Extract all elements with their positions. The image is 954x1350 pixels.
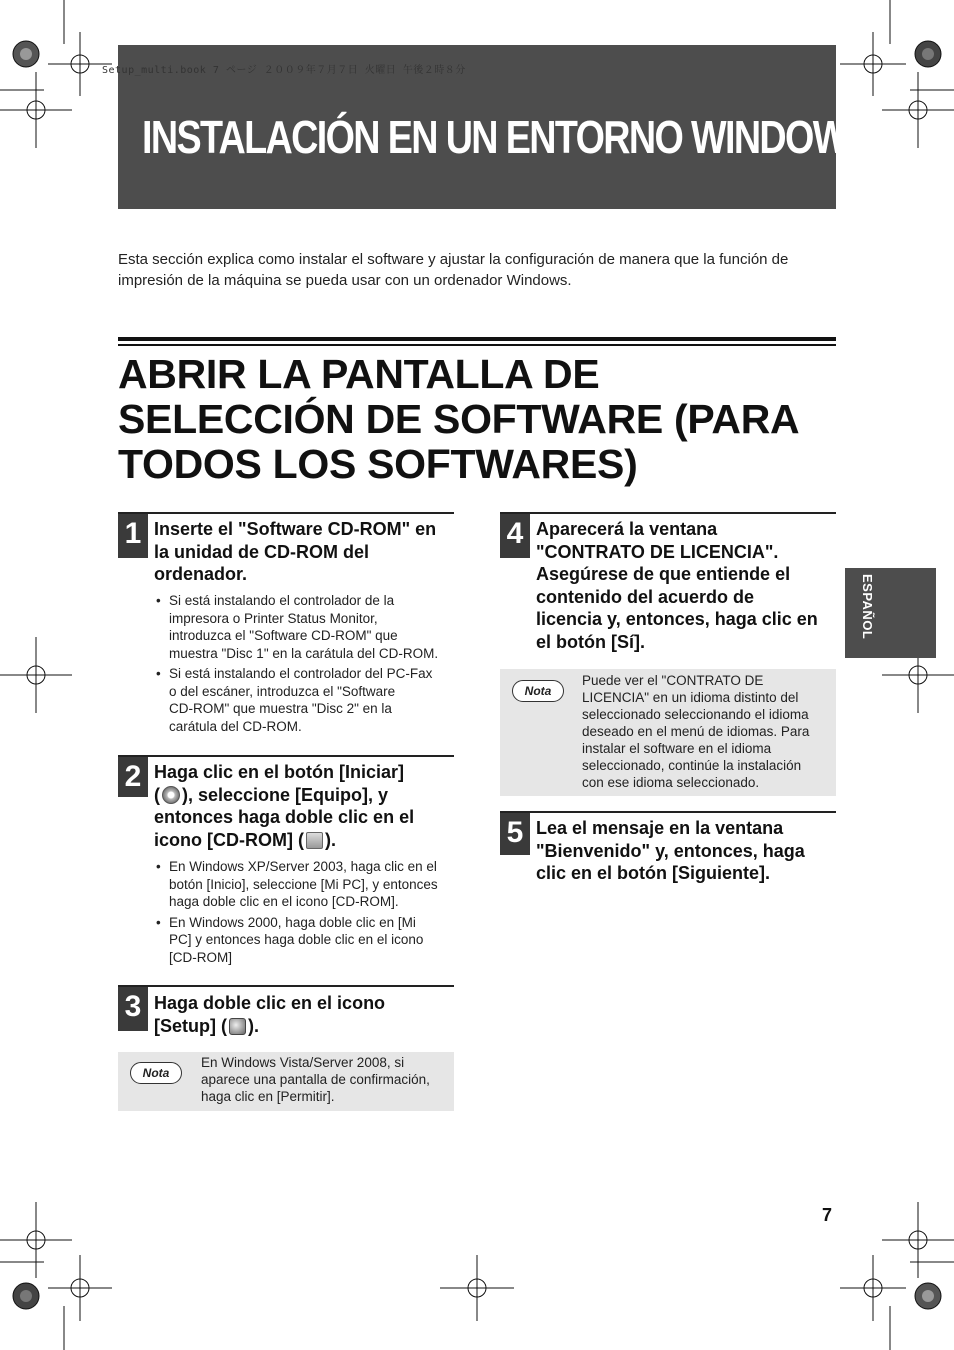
cdrom-drive-icon [306,832,323,849]
step-number: 5 [500,813,530,855]
color-target-icon [915,41,941,67]
section-rule-thin [118,344,836,346]
list-item: • En Windows 2000, haga doble clic en [Mi PC] y entonces haga doble clic en el icono [CD-ROM] [156,914,466,967]
registration-mark-icon [48,1255,112,1321]
note-box [118,1052,454,1111]
note-text: Puede ver el "CONTRATO DE LICENCIA" en un idioma distinto del seleccionado seleccionando el idioma deseado en el menú de idiomas. Para instalar el software en el idioma seleccionado, continúe la instalación con ese idioma seleccionado. [582,673,810,790]
note-text: En Windows Vista/Server 2008, si aparece una pantalla de confirmación, haga clic en [Permitir]. [201,1055,430,1104]
registration-mark-icon [440,1255,514,1321]
step-number: 4 [500,514,530,558]
list-item: • Si está instalando el controlador de la impresora o Printer Status Monitor, introduzca el "Software CD-ROM" que muestra "Disc 1" en la carátula del CD-ROM. [156,592,466,662]
step-instruction: Lea el mensaje en la ventana "Bienvenido" y, entonces, haga clic en el botón [Siguiente]. [536,818,805,883]
chapter-title: INSTALACIÓN EN UN ENTORNO WINDOWS [142,111,871,163]
step-number: 1 [118,514,148,558]
file-info-header: Setup_multi.book 7 ページ ２００９年７月７日 火曜日 午後２時８分 [102,65,466,76]
registration-mark-icon [882,72,954,148]
step-instruction: Haga clic en el botón [Iniciar] ( ), seleccione [Equipo], y entonces haga doble clic en el icono [CD-ROM] ( ). [154,762,415,850]
registration-mark-icon [840,1255,906,1321]
color-target-icon [13,1283,39,1309]
color-target-icon [915,1283,941,1309]
note-badge: Nota [130,1062,182,1084]
step-bullets [156,592,466,738]
registration-mark-icon [840,32,906,96]
section-rule-thick [118,337,836,341]
note-box [500,669,836,796]
step-number: 2 [118,757,148,797]
list-item: • En Windows XP/Server 2003, haga clic en el botón [Inicio], seleccione [Mi PC], y entonces haga doble clic en el icono [CD-ROM]. [156,858,466,911]
intro-paragraph: Esta sección explica como instalar el software y ajustar la configuración de manera que la función de impresión de la máquina se pueda usar con un ordenador Windows. [118,251,789,289]
registration-mark-icon [0,1202,72,1278]
setup-icon [229,1018,246,1035]
windows-start-icon [162,786,180,804]
note-badge: Nota [512,680,564,702]
step-instruction: Aparecerá la ventana "CONTRATO DE LICENCIA". Asegúrese de que entiende el contenido del acuerdo de licencia y, entonces, haga clic en el botón [Sí]. [536,519,818,652]
page-number: 7 [822,1205,833,1225]
color-target-icon [13,41,39,67]
list-item: • Si está instalando el controlador del PC-Fax o del escáner, introduzca el "Software CD-ROM" que muestra "Disc 2" en la carátula del CD-ROM. [156,665,466,735]
step-instruction: Haga doble clic en el icono [Setup] ( ). [154,993,386,1036]
step-instruction: Inserte el "Software CD-ROM" en la unidad de CD-ROM del ordenador. [154,519,437,584]
step-bullets [156,858,466,969]
step-number: 3 [118,987,148,1031]
registration-mark-icon [882,1202,954,1278]
section-title: ABRIR LA PANTALLA DE SELECCIÓN DE SOFTWARE (PARA TODOS LOS SOFTWARES) [118,351,800,487]
registration-mark-icon [0,72,72,148]
registration-mark-icon [0,637,72,713]
language-tab-label: ESPAÑOL [860,574,875,640]
